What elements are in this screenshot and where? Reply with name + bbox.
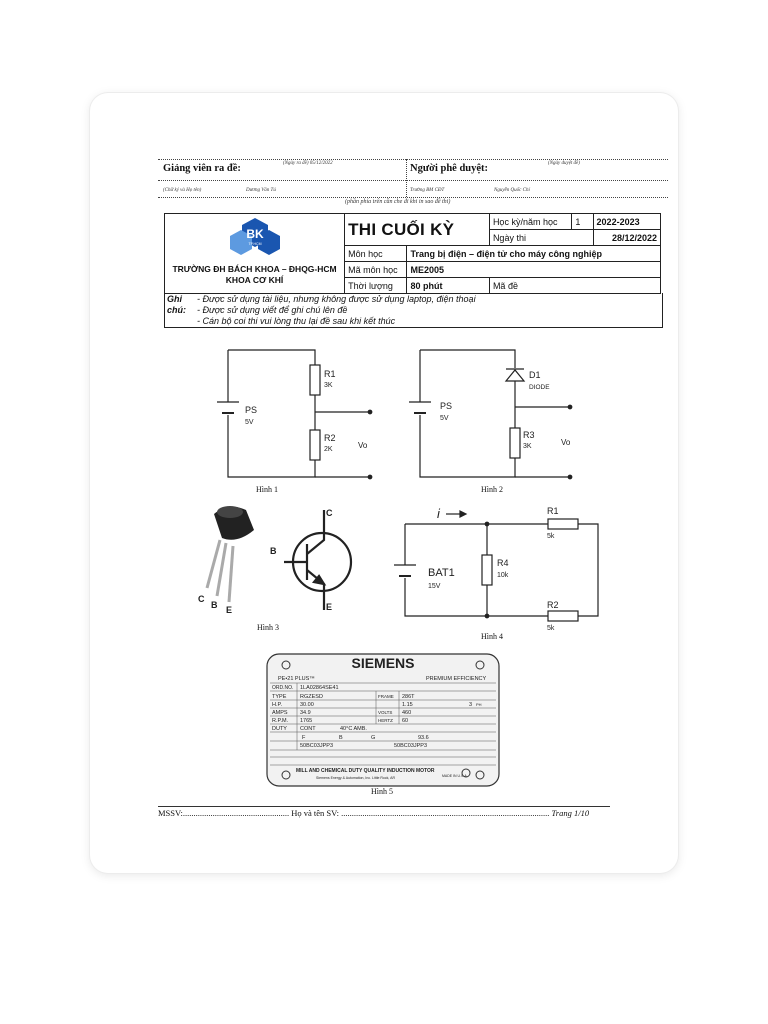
faculty-name: KHOA CƠ KHÍ: [225, 275, 284, 285]
plate-bearing-2: 50BC03JPP3: [394, 743, 428, 749]
fig2-r3: R3: [523, 430, 535, 440]
fig2-caption: Hình 2: [481, 485, 503, 494]
plate-ord: 1LA02864SE41: [300, 685, 339, 691]
fig3-pin-b: B: [211, 600, 218, 610]
signature-block: [158, 159, 668, 198]
plate-series: PE•21 PLUS™: [278, 676, 315, 682]
subject-label: Môn học: [345, 246, 407, 262]
school-name: TRƯỜNG ĐH BÁCH KHOA – ĐHQG-HCM: [172, 264, 337, 274]
plate-type: RGZESD: [300, 694, 323, 700]
figure-3-transistor: [192, 500, 372, 620]
lecturer-date-note: (Ngày ra đề) 05/12/2022: [283, 161, 333, 166]
fig4-bat: BAT1: [428, 567, 455, 579]
plate-frame-label: FRAME: [378, 694, 394, 699]
fig3-label-c: C: [326, 508, 333, 518]
plate-made-in: MADE IN U.S.A.: [442, 774, 468, 778]
plate-code: B: [339, 735, 343, 741]
notes-item: - Được sử dụng viết để ghi chú lên đề: [197, 305, 348, 315]
duration-label: Thời lượng: [345, 278, 407, 294]
approver-title: Trưởng BM CĐT: [410, 188, 445, 193]
fig4-caption: Hình 4: [481, 632, 503, 641]
plate-hertz: 60: [402, 718, 409, 724]
plate-amps: 34.9: [300, 710, 311, 716]
semester-value: 1: [572, 214, 593, 230]
plate-hp-label: H.P.: [272, 702, 282, 708]
plate-frame: 286T: [402, 694, 415, 700]
approver-date-note: (Ngày duyệt đề): [548, 161, 580, 166]
fig3-caption: Hình 3: [257, 623, 279, 632]
logo-subtext: TP.HCM: [248, 242, 262, 246]
exam-info-table: [164, 213, 661, 294]
notes-item: - Cán bộ coi thi vui lòng thu lại đề sau khi kết thúc: [197, 316, 396, 326]
fig1-r2-value: 2K: [324, 446, 333, 453]
code-value: ME2005: [407, 262, 661, 278]
figure-1-voltage-divider: [200, 340, 390, 490]
npn-transistor-symbol-icon: [284, 510, 351, 610]
subject-value: Trang bị điện – điện tử cho máy công nghiệp: [407, 246, 661, 262]
lecturer-sign-note: (Chữ ký và Họ tên): [163, 188, 202, 193]
fig2-vo: Vo: [561, 438, 571, 447]
approver-label: Người phê duyệt:: [410, 163, 489, 174]
bk-logo-icon: [225, 216, 285, 262]
fig4-r1: R1: [547, 506, 559, 516]
plate-ord-label: ORD.NO.: [272, 685, 294, 691]
fig1-caption: Hình 1: [256, 485, 278, 494]
plate-design: G: [371, 735, 376, 741]
transistor-package-icon: [207, 506, 254, 602]
plate-efficiency: PREMIUM EFFICIENCY: [426, 676, 487, 682]
page-number: Trang 1/10: [551, 808, 590, 818]
fig1-vo: Vo: [358, 441, 368, 450]
fig1-ps-voltage: 5V: [245, 419, 254, 426]
notes-item: - Được sử dụng tài liệu, nhưng không được sử dụng laptop, điện thoại: [197, 294, 476, 304]
cut-note: (phần phía trên cần che đi khi in sao đề thi): [345, 199, 451, 205]
fig2-d1-type: DIODE: [529, 384, 550, 391]
fig4-r4-value: 10k: [497, 572, 509, 579]
date-value: 28/12/2022: [593, 230, 660, 246]
student-info-footer: [158, 806, 610, 818]
notes-box: [164, 293, 663, 328]
plate-hertz-label: HERTZ: [378, 718, 393, 723]
notes-label-2: chú:: [167, 305, 186, 315]
fig2-ps-voltage: 5V: [440, 415, 449, 422]
plate-rpm: 1765: [300, 718, 313, 724]
logo-text: BK: [245, 227, 264, 241]
fig2-d1: D1: [529, 370, 541, 380]
mssv-field: MSSV:..................................................: [158, 808, 290, 818]
figure-5-motor-nameplate: [266, 653, 500, 787]
fig3-pin-c: C: [198, 594, 205, 604]
fig5-caption: Hình 5: [371, 787, 393, 796]
plate-volts: 460: [402, 710, 412, 716]
fig4-bat-voltage: 15V: [428, 583, 441, 590]
plate-phase-label: PH: [476, 702, 482, 707]
fig3-label-b: B: [270, 546, 277, 556]
date-label: Ngày thi: [489, 230, 593, 246]
fig2-ps: PS: [440, 401, 453, 411]
figure-2-diode-circuit: [395, 340, 585, 490]
plate-rpm-label: R.P.M.: [272, 718, 289, 724]
plate-ambient: 40°C AMB.: [340, 726, 367, 732]
exam-title: THI CUỐI KỲ: [345, 214, 490, 246]
year-value: 2022-2023: [593, 214, 660, 230]
plate-maker: Siemens Energy & Automation, Inc. Little Rock, AR: [316, 776, 395, 780]
figure-4-resistor-network: [388, 502, 608, 630]
fig4-r2: R2: [547, 600, 559, 610]
semester-label: Học kỳ/năm học: [489, 214, 571, 230]
school-cell: [165, 214, 345, 294]
fig3-pin-e: E: [226, 605, 233, 615]
siemens-brand: SIEMENS: [351, 655, 415, 671]
fig4-r1-value: 5k: [547, 533, 555, 540]
fig4-current-i: i: [437, 506, 440, 521]
plate-duty-label: DUTY: [272, 726, 287, 732]
plate-phase: 3: [469, 702, 473, 708]
approver-name: Nguyễn Quốc Chí: [494, 188, 530, 193]
student-name-field: Họ và tên SV: ..................................................................................................: [291, 808, 550, 818]
plate-sf: 1.15: [402, 702, 413, 708]
fig1-r2: R2: [324, 433, 336, 443]
lecturer-label: Giảng viên ra đề:: [163, 163, 241, 174]
plate-efficiency-value: 93.6: [418, 735, 429, 741]
plate-type-label: TYPE: [272, 694, 287, 700]
fig1-ps: PS: [245, 405, 258, 415]
plate-duty: CONT: [300, 726, 316, 732]
fig4-r2-value: 5k: [547, 625, 555, 630]
fig2-r3-value: 3K: [523, 443, 532, 450]
notes-label-1: Ghi: [167, 294, 182, 304]
plate-motor-type: MILL AND CHEMICAL DUTY QUALITY INDUCTION MOTOR: [296, 768, 435, 774]
plate-hp: 30.00: [300, 702, 314, 708]
plate-bearing-1: 50BC03JPP3: [300, 743, 334, 749]
plate-insulation: F: [302, 735, 306, 741]
plate-volts-label: VOLTS: [378, 710, 393, 715]
lecturer-name: Dương Văn Tú: [246, 188, 276, 193]
fig4-r4: R4: [497, 558, 509, 568]
fig1-r1: R1: [324, 369, 336, 379]
exam-code-label: Mã đề: [489, 278, 660, 294]
code-label: Mã môn học: [345, 262, 407, 278]
plate-amps-label: AMPS: [272, 710, 288, 716]
fig1-r1-value: 3K: [324, 382, 333, 389]
duration-value: 80 phút: [407, 278, 489, 294]
fig3-label-e: E: [326, 602, 333, 612]
